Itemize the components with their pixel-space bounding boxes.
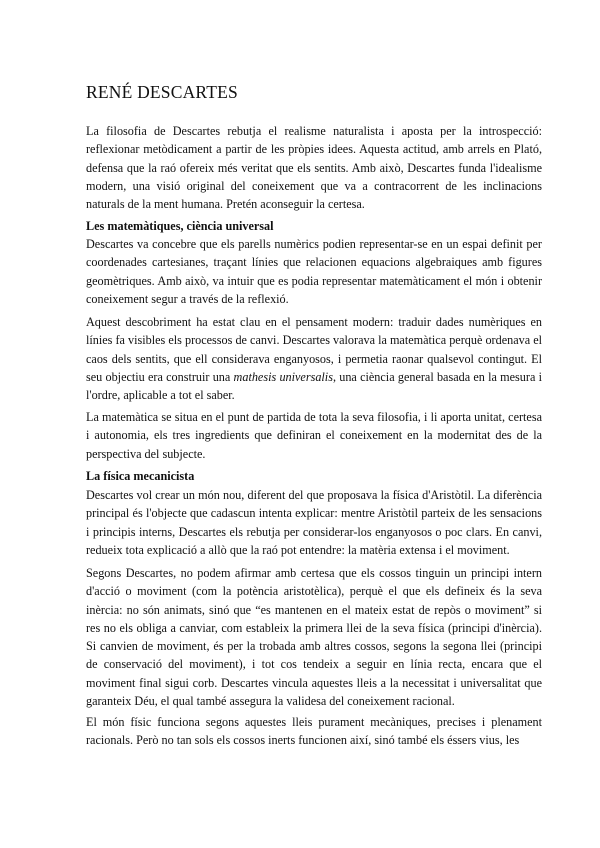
mathematics-paragraph-1: Descartes va concebre que els parells numèrics podien representar-se en un espai definit per coordenades cartesianes, traçant línies que relacionen equacions algebraiques amb figures geomètriques. Amb això, va intuir que es podia representar matemàticament el món i obtenir coneixement segur a través de la reflexió. bbox=[86, 237, 542, 306]
physics-paragraph-1: Descartes vol crear un món nou, diferent del que proposava la física d'Aristòtil. La diferència principal és l'objecte que cadascun intenta explicar: mentre Aristòtil parteix de les sensacions i principis interns, Descartes els rebutja per considerar-los enganyosos o poc clars. En canvi, redueix tota explicació a allò que la raó pot entendre: la matèria extensa i el moviment. bbox=[86, 488, 542, 557]
physics-paragraph-2: Segons Descartes, no podem afirmar amb certesa que els cossos tinguin un principi intern d'acció o moviment (com la potència aristotèlica), perquè el que els defineix és la seva inèrcia: no són animats, sinó que “es mantenen en el mateix estat de repòs o moviment” si res no els obliga a canviar, com estableix la primera llei de la seva física (principi d'inèrcia). Si canvien de moviment, és per la trobada amb altres cossos, segons la segona llei (principi de conservació del moviment), i tot cos tendeix a seguir en línia recta, encara que el moviment final sigui corb. Descartes vincula aquestes lleis a la necessitat i universalitat que garanteix Déu, el qual també assegura la validesa del coneixement racional. bbox=[86, 566, 542, 709]
mathesis-universalis-term: mathesis universalis bbox=[233, 369, 333, 384]
mathematics-paragraph-2-text-b: , una ciència general basada en la mesura i l'ordre, aplicable a tot el saber. bbox=[86, 369, 542, 403]
document-title: RENÉ DESCARTES bbox=[86, 82, 238, 102]
mathematics-paragraph-2-text-a: Aquest descobriment ha estat clau en el pensament modern: traduir dades numèriques en línies fa visibles els processos de canvi. Descartes valorava la matemàtica perquè ordenava el caos dels sentits, que ell considerava enganyosos, i permetia raonar qualsevol contingut. El seu objectiu era construir una bbox=[86, 315, 542, 384]
mathematics-paragraph-3: La matemàtica se situa en el punt de partida de tota la seva filosofia, i li aporta unitat, certesa i autonomia, els tres ingredients que definiran el coneixement en la modernitat des de la perspectiva del subjecte. bbox=[86, 410, 542, 461]
physics-paragraph-3: El món físic funciona segons aquestes lleis purament mecàniques, precises i plenament racionals. Però no tan sols els cossos inerts funcionen així, sinó també els éssers vius, les bbox=[86, 715, 542, 748]
mathematics-paragraph-2 bbox=[86, 313, 542, 404]
section-heading-mathematics: Les matemàtiques, ciència universal bbox=[86, 219, 274, 233]
section-heading-physics: La física mecanicista bbox=[86, 469, 195, 483]
intro-paragraph: La filosofia de Descartes rebutja el realisme naturalista i aposta per la introspecció: reflexionar metòdicament a partir de les pròpies idees. Aquesta actitud, amb arrels en Plató, defensa que la raó ofereix més veritat que els sentits. Amb això, Descartes funda l'idealisme modern, una visió original del coneixement que va a contracorrent de les inclinacions naturals de la ment humana. Pretén aconseguir la certesa. bbox=[86, 124, 542, 212]
